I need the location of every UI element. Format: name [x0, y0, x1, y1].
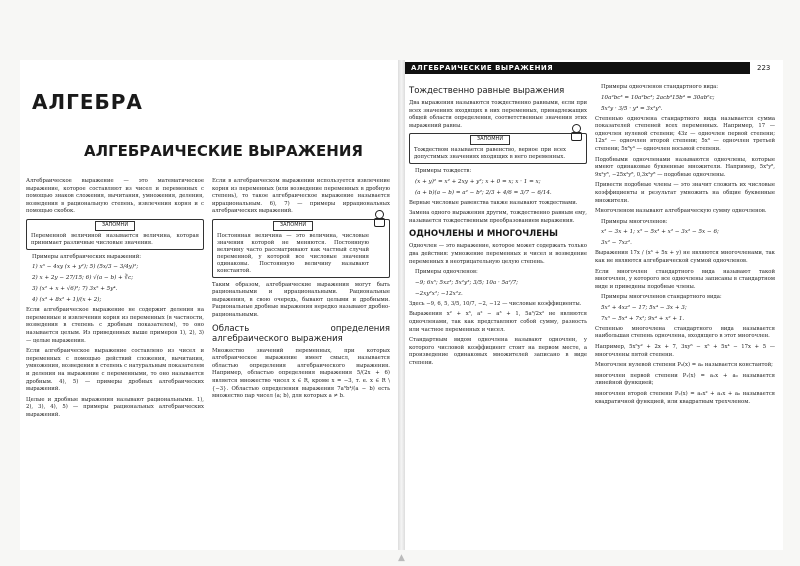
paragraph: Выражения 17x / (x³ + 5x + y) не являются многочленами, так как не являются алгебраической суммой одночленов. [595, 250, 775, 264]
examples-title: Примеры одночленов стандартного вида: [601, 84, 719, 90]
formula-line: 3) (x² + x + √6)³; 7) 3x⁵ + 5y⁴. [32, 286, 118, 293]
remember-tag: ЗАПОМНИ [470, 135, 510, 145]
paragraph: Выражения x² + x³, a² − a³ + 1, 5a³/2x² не являются одночленами, так как представляют собой сумму, разность или частное переменных и чисел. [409, 311, 587, 333]
formula-line: 5x² + 4xz² − 17; 5x⁴ − 3x + 3; [601, 304, 687, 311]
subheading: Область определения алгебраического выражения [212, 323, 390, 344]
paragraph: Если алгебраическое выражение не содержит деления на переменные и извлечения корня из переменных (в частности, возведения в степень с дробным показателем), то оно называется целым. Из приведенных выше примеров 1), 2), 3) — целые выражения. [26, 307, 204, 344]
remember-box [26, 219, 204, 250]
right-column-2 [595, 82, 775, 409]
formula-line: 1) x³ − 4xy (x + y²); 5) (5x/3 − 3/4y)²; [32, 264, 139, 271]
right-page [405, 60, 783, 550]
paragraph: Таким образом, алгебраические выражения могут быть рациональными и иррациональными. Рациональные выражения, в свою очередь, бывают целыми и дробными. Рациональные дробные выражения нередко называют дробно-рациональными. [212, 281, 390, 318]
remember-text: Тождеством называется равенство, верное при всех допустимых значениях входящих в него переменных. [414, 146, 566, 160]
formula-line: 10a²bc³ = 10a²bc³; 2acb³15b⁴ = 30ab⁶c; [601, 94, 715, 101]
paragraph: Стандартным видом одночлена называют одночлен, у которого числовой коэффициент стоит на первом месте, а произведение одинаковых множителей записано в виде степени. [409, 337, 587, 366]
paragraph: Два выражения называются тождественно равными, если при всех значениях входящих в них переменных, принадлежащих общей области определения, соответственные значения этих выражений равны. [409, 100, 587, 129]
running-header: АЛГЕБРАИЧЕСКИЕ ВЫРАЖЕНИЯ [405, 62, 750, 74]
paragraph: Если многочлен стандартного вида называют такой многочлен, у которого все одночлены записаны в стандартном виде и приведены подобные члены. [595, 268, 775, 290]
examples-title: Примеры многочленов: [601, 218, 668, 225]
examples-title: Примеры многочленов стандартного вида: [601, 294, 722, 301]
formula-line: 4) (x³ + 8x² + 1)/(x + 2); [32, 297, 102, 304]
paragraph: многочлен второй степени P₂(x) = a₂x² + a₁x + a₀ называется квадратичной функцией, или квадратным трехчленом. [595, 391, 775, 405]
left-page [20, 60, 398, 550]
formula-line: 2) x + 2y − 27/15; 6) √(a − b) + ∛c; [32, 275, 134, 282]
paragraph: Замена одного выражения другим, тождественно равным ему, называется тождественным преобразованием выражения. [409, 210, 587, 224]
examples-title: Примеры алгебраических выражений: [32, 253, 142, 260]
mascot-icon [569, 124, 583, 140]
subheading: Тождественно равные выражения [409, 86, 565, 96]
book-gutter [398, 60, 405, 550]
formula-line: (x + y)² = x² + 2xy + y²; x + 0 = x; x · 1 = x; [415, 178, 541, 185]
formula-line: (a + b)(a − b) = a² − b²; 2/3 + 4/6 = 3/7 − 6/14. [415, 189, 552, 196]
chapter-title: АЛГЕБРАИЧЕСКИЕ ВЫРАЖЕНИЯ [84, 142, 363, 160]
paragraph: Одночлен — это выражение, которое может содержать только два действия: умножение переменных и чисел и возведение переменных в неотрицательную целую степень. [409, 243, 587, 265]
remember-box [212, 219, 390, 278]
scroll-up-icon[interactable]: ▲ [398, 553, 405, 563]
section-title: АЛГЕБРА [32, 90, 143, 114]
formula-line: 3x² − 7xz². [601, 240, 632, 247]
page-number: 223 [757, 64, 771, 72]
paragraph: Например, 5x⁵y² + 2x + 7, 3xy⁶ − x⁵ + 5x⁴ − 17x + 5 — многочлены пятой степени. [595, 344, 775, 358]
remember-tag: ЗАПОМНИ [273, 221, 313, 231]
left-column-2 [212, 178, 390, 404]
paragraph: Подобными одночленами называются одночлены, которые имеют одинаковые буквенные множители. Например, 5x²y⁸, 9x²y⁸, −25x²y⁸, 0,3x²y⁸ — подобные одночлены. [595, 156, 775, 178]
paragraph: Многочлен нулевой степени P₀(x) = a₀ называется константой; [595, 362, 773, 369]
paragraph: многочлен первой степени P₁(x) = a₁x + a₀ называется линейной функцией; [595, 372, 775, 387]
paragraph: Многочленом называют алгебраическую сумму одночленов. [595, 208, 767, 215]
paragraph: Если алгебраическое выражение составлено из чисел и переменных с помощью действий сложения, вычитания, умножения, возведения в степень с натуральным показателем и деления на выражение с переменными, то оно называется дробным. 4), 5) — примеры дробных алгебраических выражений. [26, 348, 204, 393]
remember-text: Переменной величиной называется величина, которая принимает различные числовые значения. [31, 232, 199, 246]
paragraph: Степенью многочлена стандартного вида называется наибольшая степень одночлена, входящего в этот многочлен. [595, 325, 775, 340]
formula-line: −2xy²x²; −12x²z. [415, 290, 463, 297]
formula-line: x² − 3x + 1; x⁵ − 5x³ + x² − 3x² − 5x − 6; [601, 229, 719, 236]
examples-title: Примеры одночленов: [415, 269, 478, 276]
examples-title: Примеры тождеств: [415, 167, 472, 174]
left-column-1 [26, 178, 204, 422]
subheading: ОДНОЧЛЕНЫ И МНОГОЧЛЕНЫ [409, 229, 558, 240]
paragraph: Алгебраическое выражение — это математическое выражение, которое составляют из чисел и переменных с помощью знаков сложения, вычитания, умножения, деления, возведения в рациональную степень, извлечения корня и с помощью скобок. [26, 178, 204, 215]
formula-line: −9; 6x⁵; 5xz³; 5x²y³; 3/5; 10a · 5a²/7; [415, 279, 519, 286]
remember-text: Постоянная величина — это величина, числовые значения которой не меняются. Постоянную величину часто рассматривают как частный случай переменной, у которой все числовые значения одинаковы. Постоянную величину называют константой. [217, 232, 369, 274]
paragraph: Целые и дробные выражения называют рациональными. 1), 2), 3), 4), 5) — примеры рациональных алгебраических выражений. [26, 396, 204, 418]
remember-tag: ЗАПОМНИ [95, 221, 135, 231]
formula-line: 5x²y · 3/5 · y⁴ = 3x²y⁵. [601, 105, 663, 112]
paragraph: Множество значений переменных, при которых алгебраическое выражение имеет смысл, называется областью определения алгебраического выражения. Например, областью определения выражения 5/(2x + 6) является множество чисел x ∈ R, кроме x = −3, т. е. x ∈ R \ {−3}. Областью определения выражения 7a⁵b⁴/(a − b) есть множество пар чисел (a; b), для которых a ≠ b. [212, 347, 390, 400]
paragraph: Здесь −9, 6, 5, 3/5, 10/7, −2, −12 — числовые коэффициенты. [409, 300, 582, 307]
right-column-1 [409, 82, 587, 370]
paragraph: Верные числовые равенства также называют тождествами. [409, 199, 578, 206]
formula-line: 7x⁵ − 5x⁴ + 7x²; 9x⁴ + x² + 1. [601, 315, 685, 322]
paragraph: Если в алгебраическом выражении используется извлечение корня из переменных (или возведение переменных в дробную степень), то такое алгебраическое выражение называется иррациональным. 6), 7) — примеры иррациональных алгебраических выражений. [212, 178, 390, 215]
paragraph: Привести подобные члены — это значит сложить их числовые коэффициенты и результат умножить на общие буквенные множители. [595, 182, 775, 204]
remember-box [409, 133, 587, 164]
paragraph: Степенью одночлена стандартного вида называется сумма показателей степеней всех переменных. Например, 17 — одночлен нулевой степени; 43z — одночлен первой степени; 12x² — одночлен второй степени; 5x³ — одночлен третьей степени; 5x⁸y³ — одночлен восьмой степени. [595, 115, 775, 152]
mascot-icon [372, 210, 386, 226]
